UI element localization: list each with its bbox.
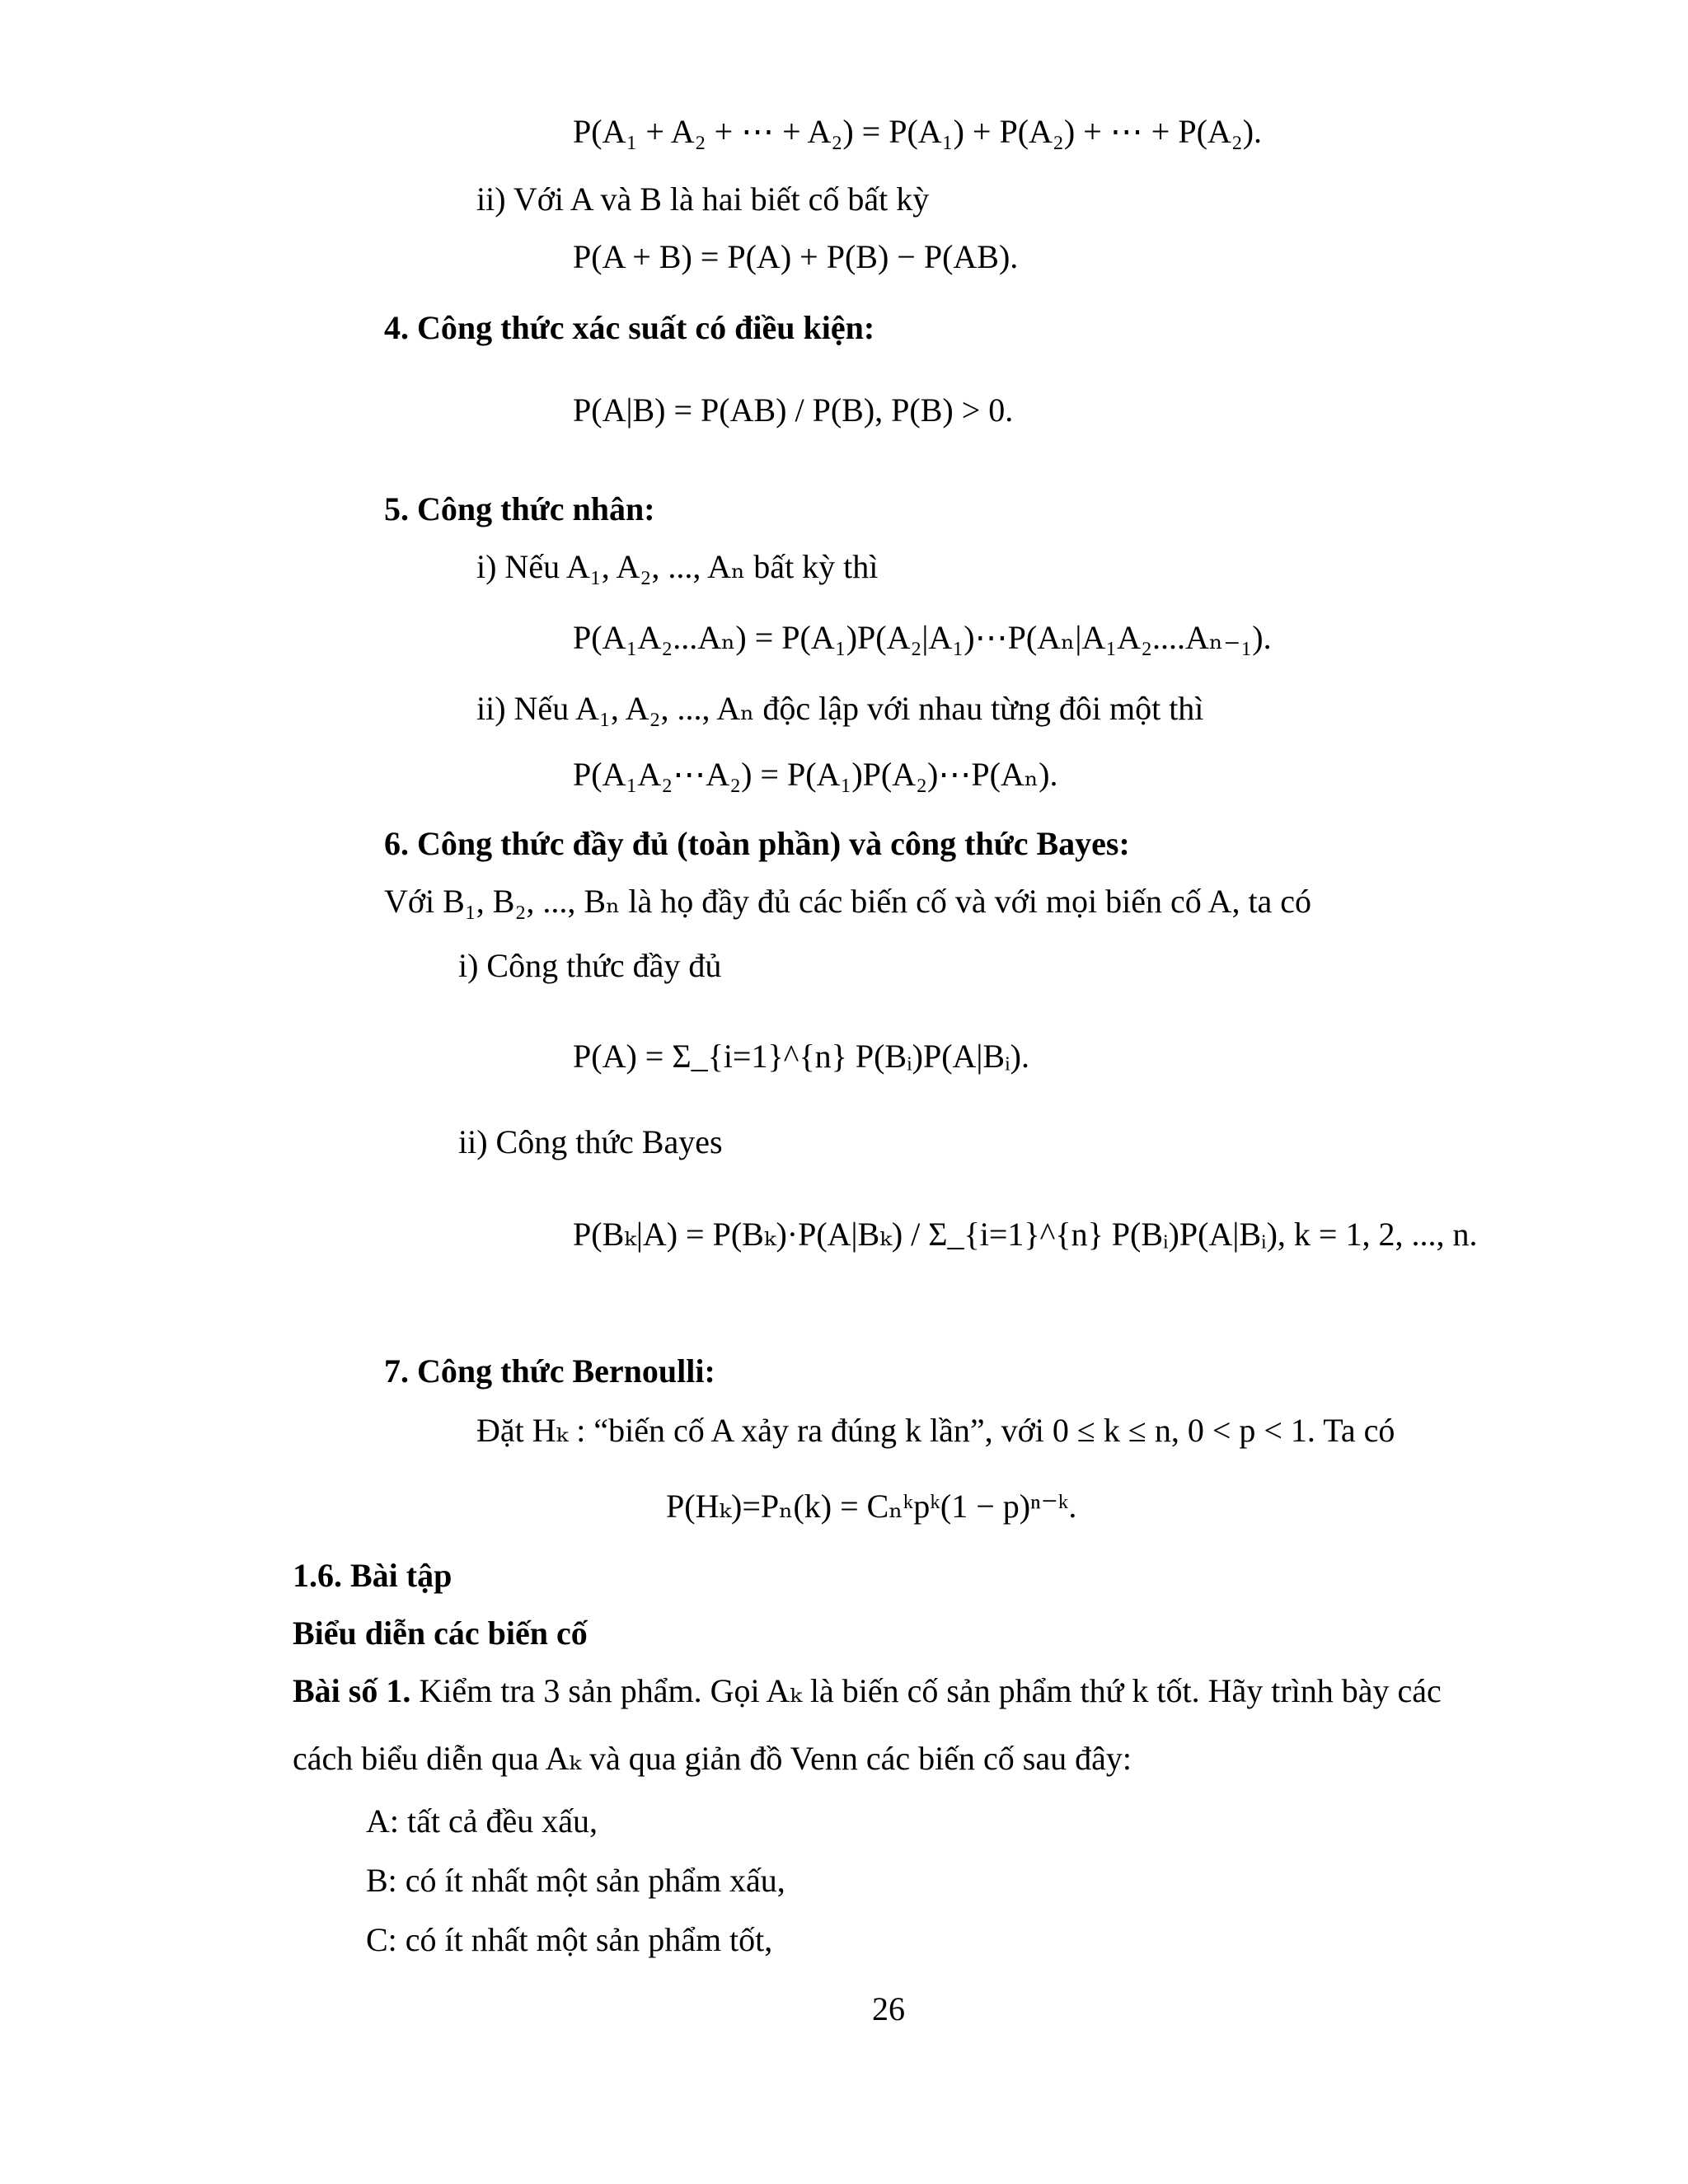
heading-bernoulli: 7. Công thức Bernoulli: [384, 1352, 715, 1390]
multiplication-ii-label: ii) Nếu A₁, A₂, ..., Aₙ độc lập với nhau từng đôi một thì [476, 690, 1204, 727]
event-a: A: tất cả đều xấu, [366, 1802, 598, 1840]
exercise-1-label: Bài số 1. [293, 1672, 411, 1709]
formula-conditional: P(A|B) = P(AB) / P(B), P(B) > 0. [573, 391, 1014, 429]
formula-addition-general: P(A + B) = P(A) + P(B) − P(AB). [573, 238, 1019, 275]
heading-conditional-probability: 4. Công thức xác suất có điều kiện: [384, 309, 875, 346]
exercise-1-line-1 [293, 1672, 1442, 1709]
exercise-1-line-2: cách biểu diễn qua Aₖ và qua giản đồ Venn các biến cố sau đây: [293, 1740, 1132, 1777]
bernoulli-definition: Đặt Hₖ : “biến cố A xảy ra đúng k lần”, với 0 ≤ k ≤ n, 0 < p < 1. Ta có [476, 1412, 1395, 1449]
formula-bayes: P(Bₖ|A) = P(Bₖ)·P(A|Bₖ) / Σ_{i=1}^{n} P(Bᵢ)P(A|Bᵢ), k = 1, 2, ..., n. [573, 1216, 1478, 1253]
bayes-label: ii) Công thức Bayes [458, 1123, 723, 1160]
formula-total-probability: P(A) = Σ_{i=1}^{n} P(Bᵢ)P(A|Bᵢ). [573, 1038, 1029, 1075]
multiplication-i-label: i) Nếu A₁, A₂, ..., Aₙ bất kỳ thì [476, 548, 879, 585]
formula-addition-disjoint: P(A₁ + A₂ + ⋯ + A₂) = P(A₁) + P(A₂) + ⋯ + P(A₂). [573, 113, 1263, 150]
heading-multiplication: 5. Công thức nhân: [384, 490, 655, 527]
event-b: B: có ít nhất một sản phẩm xấu, [366, 1862, 785, 1899]
page-number: 26 [872, 1990, 905, 2027]
formula-bernoulli: P(Hₖ)=Pₙ(k) = Cₙᵏpᵏ(1 − p)ⁿ⁻ᵏ. [666, 1488, 1077, 1525]
formula-multiplication-independent: P(A₁A₂⋯A₂) = P(A₁)P(A₂)⋯P(Aₙ). [573, 756, 1058, 793]
total-probability-label: i) Công thức đầy đủ [458, 947, 722, 984]
addition-ii-label: ii) Với A và B là hai biết cố bất kỳ [476, 180, 930, 218]
subheading-represent-events: Biểu diễn các biến cố [293, 1615, 588, 1652]
heading-total-bayes: 6. Công thức đầy đủ (toàn phần) và công thức Bayes: [384, 825, 1130, 862]
heading-exercises: 1.6. Bài tập [293, 1557, 452, 1594]
formula-multiplication-general: P(A₁A₂...Aₙ) = P(A₁)P(A₂|A₁)⋯P(Aₙ|A₁A₂....Aₙ₋₁). [573, 619, 1272, 656]
event-c: C: có ít nhất một sản phẩm tốt, [366, 1921, 773, 1958]
total-bayes-intro: Với B₁, B₂, ..., Bₙ là họ đầy đủ các biến cố và với mọi biến cố A, ta có [384, 883, 1312, 920]
exercise-1-text-1: Kiểm tra 3 sản phẩm. Gọi Aₖ là biến cố sản phẩm thứ k tốt. Hãy trình bày các [419, 1672, 1442, 1709]
